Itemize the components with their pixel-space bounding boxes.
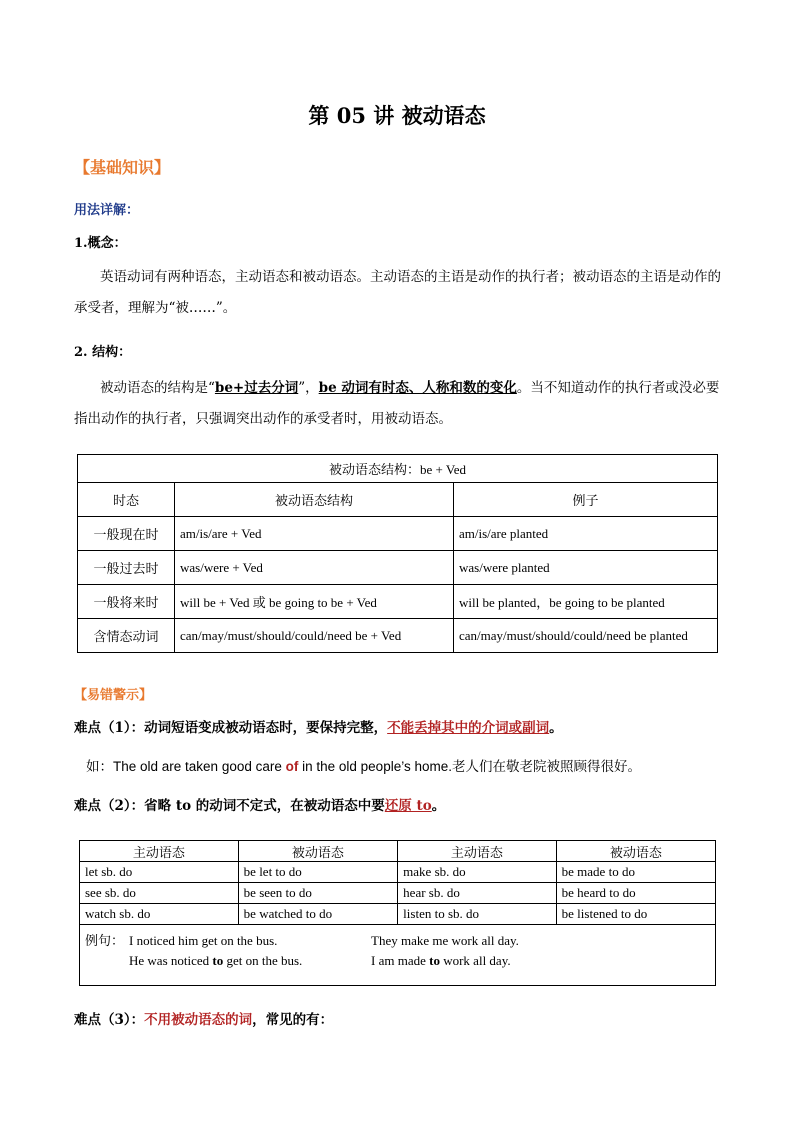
example-label: 例句： xyxy=(85,933,125,948)
table-header: 例子 xyxy=(454,483,718,517)
emphasis-no-passive: 不用被动语态的词 xyxy=(144,1012,253,1028)
table-row xyxy=(78,551,718,585)
difficulty-2 xyxy=(74,794,445,814)
emphasis-to: to xyxy=(212,953,224,968)
example-row xyxy=(80,925,716,986)
text-run: 难点（1）：动词短语变成被动语态时，要保持完整， xyxy=(74,720,388,736)
text-run: work all day. xyxy=(439,953,511,968)
table-cell: make sb. do xyxy=(398,862,556,883)
spacer xyxy=(85,951,129,971)
table-header: 被动语态 xyxy=(556,841,715,862)
table-cell: let sb. do xyxy=(80,862,239,883)
table-row xyxy=(80,883,716,904)
example-passive-right xyxy=(371,951,631,971)
text-run: 难点（3）： xyxy=(74,1012,145,1028)
text-run: I am made xyxy=(371,953,430,968)
text-run: 如：The old are taken good care xyxy=(86,759,286,774)
section-heading-pitfalls: 【易错警示】 xyxy=(74,688,153,703)
emphasis-of: of xyxy=(285,759,299,774)
text-run: 难点（2）：省略 to 的动词不定式，在被动语态中要 xyxy=(74,798,385,814)
example-grid xyxy=(85,931,710,971)
heading-structure: 2. 结构： xyxy=(74,345,132,360)
table-cell: be listened to do xyxy=(556,904,715,925)
table-cell: can/may/must/should/could/need be planted xyxy=(454,619,718,653)
table-header: 主动语态 xyxy=(80,841,239,862)
table-header: 时态 xyxy=(78,483,175,517)
table-cell: will be + Ved 或 be going to be + Ved xyxy=(175,585,454,619)
table-cell: 含情态动词 xyxy=(78,619,175,653)
page-title: 第 05 讲 被动语态 xyxy=(308,103,486,128)
text-run: 。 xyxy=(431,798,446,814)
table-cell: listen to sb. do xyxy=(398,904,556,925)
table-row xyxy=(78,517,718,551)
table-cell: was/were planted xyxy=(454,551,718,585)
example-1 xyxy=(86,755,641,775)
table-cell: hear sb. do xyxy=(398,883,556,904)
table-caption: 被动语态结构：be + Ved xyxy=(78,455,718,483)
table-cell: be watched to do xyxy=(238,904,398,925)
text-run: get on the bus. xyxy=(223,953,303,968)
text-run: ，常见的有： xyxy=(252,1012,334,1028)
table-cell: be heard to do xyxy=(556,883,715,904)
table-header: 被动语态 xyxy=(238,841,398,862)
table-cell: will be planted，be going to be planted xyxy=(454,585,718,619)
text-run: ”， xyxy=(298,380,319,396)
structure-table xyxy=(77,454,718,653)
table-cell: 一般将来时 xyxy=(78,585,175,619)
table-cell: watch sb. do xyxy=(80,904,239,925)
text-run: He was noticed xyxy=(129,953,213,968)
text-run: 。当不知道动作的执行者或没必要指出动作的执行者，只强调突出动作的承受者时，用被动语态。 xyxy=(74,380,720,427)
text-run: 被动语态的结构是“ xyxy=(100,380,215,396)
table-row xyxy=(78,619,718,653)
text-run: 。 xyxy=(549,720,563,736)
example-active-left: I noticed him get on the bus. xyxy=(129,933,278,948)
table-cell: see sb. do xyxy=(80,883,239,904)
table-cell: be made to do xyxy=(556,862,715,883)
example-passive-left xyxy=(129,951,371,971)
table-cell: was/were + Ved xyxy=(175,551,454,585)
table-cell: be seen to do xyxy=(238,883,398,904)
heading-concept: 1.概念： xyxy=(74,236,127,251)
table-cell: be let to do xyxy=(238,862,398,883)
table-cell: 一般过去时 xyxy=(78,551,175,585)
table-row xyxy=(78,585,718,619)
table-row xyxy=(80,904,716,925)
infinitive-table xyxy=(79,840,716,986)
example-active-right: They make me work all day. xyxy=(371,933,519,948)
example-cell xyxy=(80,925,716,986)
difficulty-1 xyxy=(74,716,563,736)
emphasis-keep-prep: 不能丢掉其中的介词或副词 xyxy=(387,720,550,736)
paragraph-structure xyxy=(74,373,724,435)
difficulty-3 xyxy=(74,1008,333,1028)
paragraph-concept: 英语动词有两种语态，主动语态和被动语态。主动语态的主语是动作的执行者；被动语态的主语是动作的承受者，理解为“被……”。 xyxy=(74,269,721,316)
emphasis-be-change: be 动词有时态、人称和数的变化 xyxy=(318,380,517,396)
table-cell: am/is/are + Ved xyxy=(175,517,454,551)
table-header: 主动语态 xyxy=(398,841,556,862)
text-run: in the old people’s home.老人们在敬老院被照顾得很好。 xyxy=(298,759,641,774)
emphasis-to: to xyxy=(429,953,440,968)
table-header: 被动语态结构 xyxy=(175,483,454,517)
table-cell: can/may/must/should/could/need be + Ved xyxy=(175,619,454,653)
table-cell: am/is/are planted xyxy=(454,517,718,551)
usage-label: 用法详解： xyxy=(74,203,140,218)
emphasis-restore-to: 还原 to xyxy=(384,798,432,814)
section-heading-basics: 【基础知识】 xyxy=(74,158,171,177)
emphasis-be-pp: be+过去分词 xyxy=(214,380,299,396)
table-cell: 一般现在时 xyxy=(78,517,175,551)
table-row xyxy=(80,862,716,883)
